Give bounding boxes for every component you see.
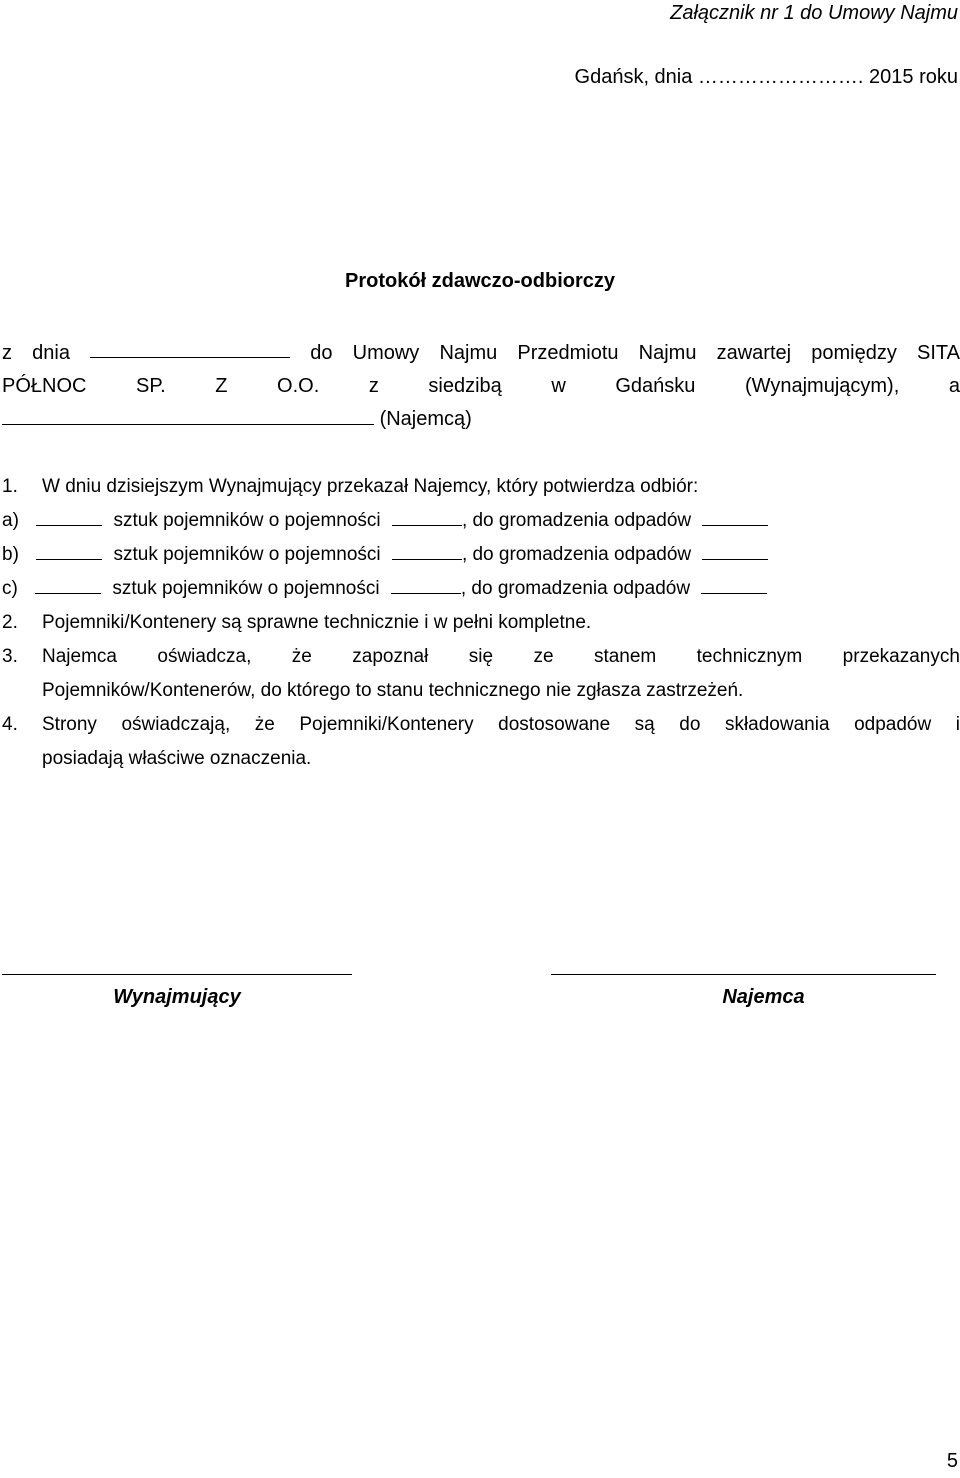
- tenant-name-blank: [2, 404, 374, 425]
- item-number: 1.: [2, 476, 18, 497]
- subitem-text: sztuk pojemników o pojemności: [113, 510, 381, 531]
- intro-word: Przedmiotu: [517, 342, 619, 364]
- waste-type-blank: [702, 505, 768, 526]
- subitem-label: c): [2, 578, 18, 599]
- item-word: oświadcza,: [157, 646, 252, 667]
- subitem-b: [2, 538, 960, 572]
- intro-line-2: [2, 370, 960, 403]
- item-word: i: [955, 714, 960, 735]
- quantity-blank: [35, 573, 101, 594]
- document-title: Protokół zdawczo-odbiorczy: [344, 270, 616, 292]
- item-word: Najemca: [42, 646, 117, 667]
- subitem-text: , do gromadzenia odpadów: [460, 578, 691, 599]
- item-word: zapoznał: [352, 646, 429, 667]
- intro-word: (Wynajmującym),: [745, 375, 900, 397]
- item-text: Pojemniki/Kontenery są sprawne technicznie i w pełni kompletne.: [42, 612, 592, 633]
- subitem-content: [2, 504, 768, 538]
- subitem-label: a): [2, 510, 19, 531]
- subitem-text: sztuk pojemników o pojemności: [112, 578, 380, 599]
- intro-word: Umowy: [352, 342, 420, 364]
- intro-word: z: [2, 342, 12, 364]
- item-number: 4.: [2, 714, 18, 735]
- intro-word: SITA: [916, 342, 960, 364]
- item-2: [2, 606, 960, 640]
- item-text-line-2: Pojemników/Kontenerów, do którego to stanu technicznego nie zgłasza zastrzeżeń.: [42, 680, 744, 701]
- tenant-label: (Najemcą): [379, 408, 472, 430]
- landlord-signature-line: [2, 955, 352, 975]
- item-3: [2, 640, 960, 674]
- date-line: Gdańsk, dnia ……………………. 2015 roku: [574, 66, 958, 88]
- date-blank: [90, 337, 290, 358]
- item-word: ze: [533, 646, 554, 667]
- item-word: technicznym: [696, 646, 803, 667]
- item-text-line-2: posiadają właściwe oznaczenia.: [42, 748, 312, 769]
- waste-type-blank: [702, 539, 768, 560]
- subitem-text: sztuk pojemników o pojemności: [113, 544, 381, 565]
- intro-paragraph: [2, 337, 960, 436]
- item-text: W dniu dzisiejszym Wynajmujący przekazał Najemcy, który potwierdza odbiór:: [42, 476, 699, 497]
- intro-word: PÓŁNOC: [2, 375, 87, 397]
- intro-word: pomiędzy: [811, 342, 897, 364]
- item-text-line-1: [42, 640, 960, 674]
- intro-word: Najmu: [638, 342, 697, 364]
- item-4: [2, 708, 960, 742]
- tenant-signature-label: Najemca: [722, 986, 805, 1008]
- intro-line-1: [2, 337, 960, 370]
- page-number: 5: [946, 1450, 958, 1472]
- subitem-text: , do gromadzenia odpadów: [461, 510, 692, 531]
- subitem-a: [2, 504, 960, 538]
- intro-word: Najmu: [439, 342, 498, 364]
- item-3-continuation: [2, 674, 960, 708]
- item-number: 2.: [2, 612, 18, 633]
- item-word: Pojemniki/Kontenery: [299, 714, 474, 735]
- intro-word: Gdańsku: [615, 375, 696, 397]
- item-1: [2, 470, 960, 504]
- subitem-content: [2, 538, 768, 572]
- subitem-label: b): [2, 544, 19, 565]
- intro-word: a: [948, 375, 960, 397]
- intro-line-3: [2, 403, 960, 436]
- landlord-signature-label: Wynajmujący: [113, 986, 241, 1008]
- intro-word: Z: [215, 375, 228, 397]
- capacity-blank: [391, 573, 461, 594]
- item-word: odpadów: [854, 714, 932, 735]
- waste-type-blank: [701, 573, 767, 594]
- intro-word: siedzibą: [428, 375, 502, 397]
- item-word: że: [254, 714, 275, 735]
- item-word: oświadczają,: [121, 714, 231, 735]
- subitem-text: , do gromadzenia odpadów: [461, 544, 692, 565]
- item-text-line-1: [42, 708, 960, 742]
- subitem-c: [2, 572, 960, 606]
- intro-word: w: [551, 375, 566, 397]
- item-word: przekazanych: [842, 646, 960, 667]
- tenant-signature-line: [551, 955, 936, 975]
- item-4-continuation: [2, 742, 960, 776]
- intro-word: SP.: [136, 375, 166, 397]
- intro-word: dnia: [32, 342, 70, 364]
- item-word: Strony: [42, 714, 97, 735]
- capacity-blank: [392, 505, 462, 526]
- item-word: do: [679, 714, 701, 735]
- item-word: stanem: [593, 646, 657, 667]
- quantity-blank: [36, 505, 102, 526]
- intro-word: do: [310, 342, 333, 364]
- capacity-blank: [392, 539, 462, 560]
- intro-word: zawartej: [716, 342, 792, 364]
- item-word: są: [634, 714, 655, 735]
- item-number: 3.: [2, 646, 18, 667]
- intro-word: z: [368, 375, 379, 397]
- annex-label: Załącznik nr 1 do Umowy Najmu: [670, 2, 958, 24]
- quantity-blank: [36, 539, 102, 560]
- item-word: się: [468, 646, 494, 667]
- subitem-content: [2, 572, 767, 606]
- item-word: składowania: [724, 714, 830, 735]
- items-list: [2, 470, 960, 776]
- item-word: dostosowane: [498, 714, 611, 735]
- item-word: że: [291, 646, 312, 667]
- intro-word: O.O.: [277, 375, 320, 397]
